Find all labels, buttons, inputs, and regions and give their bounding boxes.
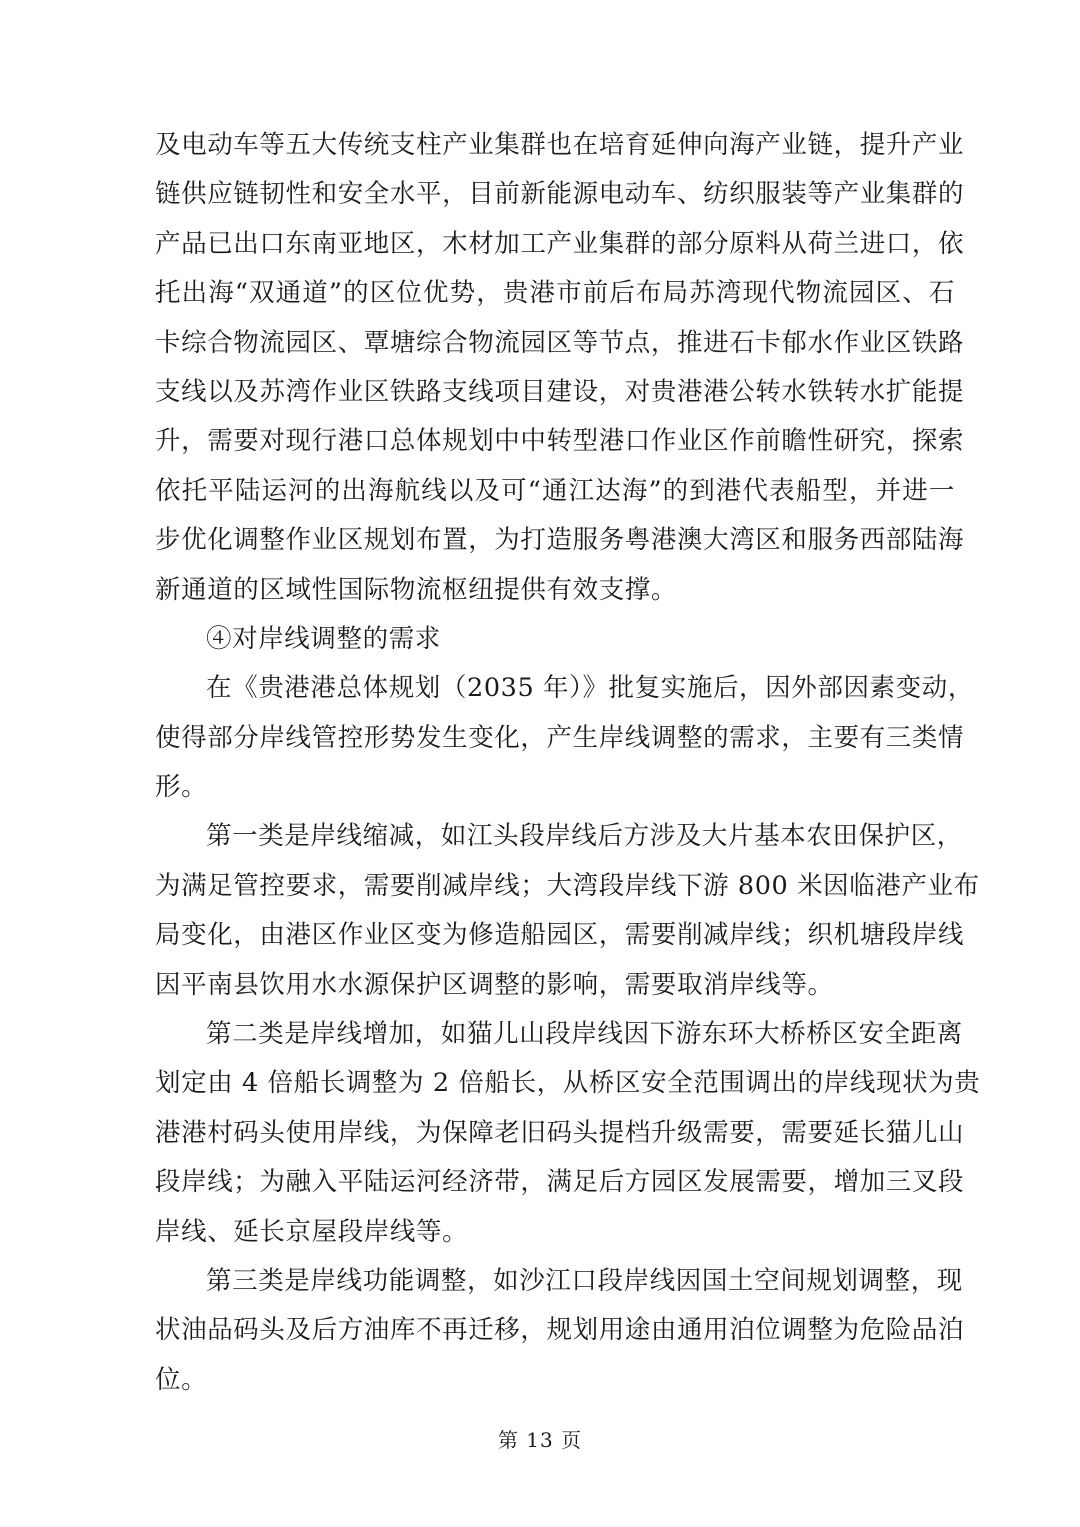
section-heading: ④对岸线调整的需求 xyxy=(206,623,441,654)
text-line: 段岸线；为融入平陆运河经济带，满足后方园区发展需要，增加三叉段 xyxy=(155,1167,965,1198)
text-line: 局变化，由港区作业区变为修造船园区，需要削减岸线；织机塘段岸线 xyxy=(155,920,965,951)
text-line: 使得部分岸线管控形势发生变化，产生岸线调整的需求，主要有三类情 xyxy=(155,722,965,753)
text-line: 因平南县饮用水水源保护区调整的影响，需要取消岸线等。 xyxy=(155,969,834,1000)
text-line: 为满足管控要求，需要削减岸线；大湾段岸线下游 800 米因临港产业布 xyxy=(155,870,980,901)
text-line: 及电动车等五大传统支柱产业集群也在培育延伸向海产业链，提升产业 xyxy=(155,130,965,160)
text-line: 依托平陆运河的出海航线以及可“通江达海”的到港代表船型，并进一 xyxy=(155,475,955,506)
text-line: 第三类是岸线功能调整，如沙江口段岸线因国土空间规划调整，现 xyxy=(206,1265,963,1296)
text-line: 划定由 4 倍船长调整为 2 倍船长，从桥区安全范围调出的岸线现状为贵 xyxy=(155,1068,981,1099)
text-line: 第一类是岸线缩减，如江头段岸线后方涉及大片基本农田保护区， xyxy=(206,821,963,852)
text-line: 升，需要对现行港口总体规划中中转型港口作业区作前瞻性研究，探索 xyxy=(155,426,965,457)
page-number: 第 13 页 xyxy=(497,1428,583,1452)
text-line: 岸线、延长京屋段岸线等。 xyxy=(155,1216,469,1247)
text-line: 支线以及苏湾作业区铁路支线项目建设，对贵港港公转水铁转水扩能提 xyxy=(155,376,965,407)
text-line: 在《贵港港总体规划（2035 年）》批复实施后，因外部因素变动， xyxy=(206,673,974,704)
text-line: 产品已出口东南亚地区，木材加工产业集群的部分原料从荷兰进口，依 xyxy=(155,228,965,259)
text-line: 托出海“双通道”的区位优势，贵港市前后布局苏湾现代物流园区、石 xyxy=(155,278,955,309)
text-line: 形。 xyxy=(155,772,208,803)
text-line: 第二类是岸线增加，如猫儿山段岸线因下游东环大桥桥区安全距离 xyxy=(206,1019,963,1050)
text-line: 链供应链韧性和安全水平，目前新能源电动车、纺织服装等产业集群的 xyxy=(155,179,965,210)
body-text xyxy=(155,121,981,1405)
text-line: 状油品码头及后方油库不再迁移，规划用途由通用泊位调整为危险品泊 xyxy=(155,1315,965,1346)
text-line: 港港村码头使用岸线，为保障老旧码头提档升级需要，需要延长猫儿山 xyxy=(155,1117,965,1148)
text-line: 卡综合物流园区、覃塘综合物流园区等节点，推进石卡郁水作业区铁路 xyxy=(155,327,965,358)
text-line: 新通道的区域性国际物流枢纽提供有效支撑。 xyxy=(155,574,678,605)
text-line: 步优化调整作业区规划布置，为打造服务粤港澳大湾区和服务西部陆海 xyxy=(155,525,965,556)
text-line: 位。 xyxy=(155,1364,208,1395)
